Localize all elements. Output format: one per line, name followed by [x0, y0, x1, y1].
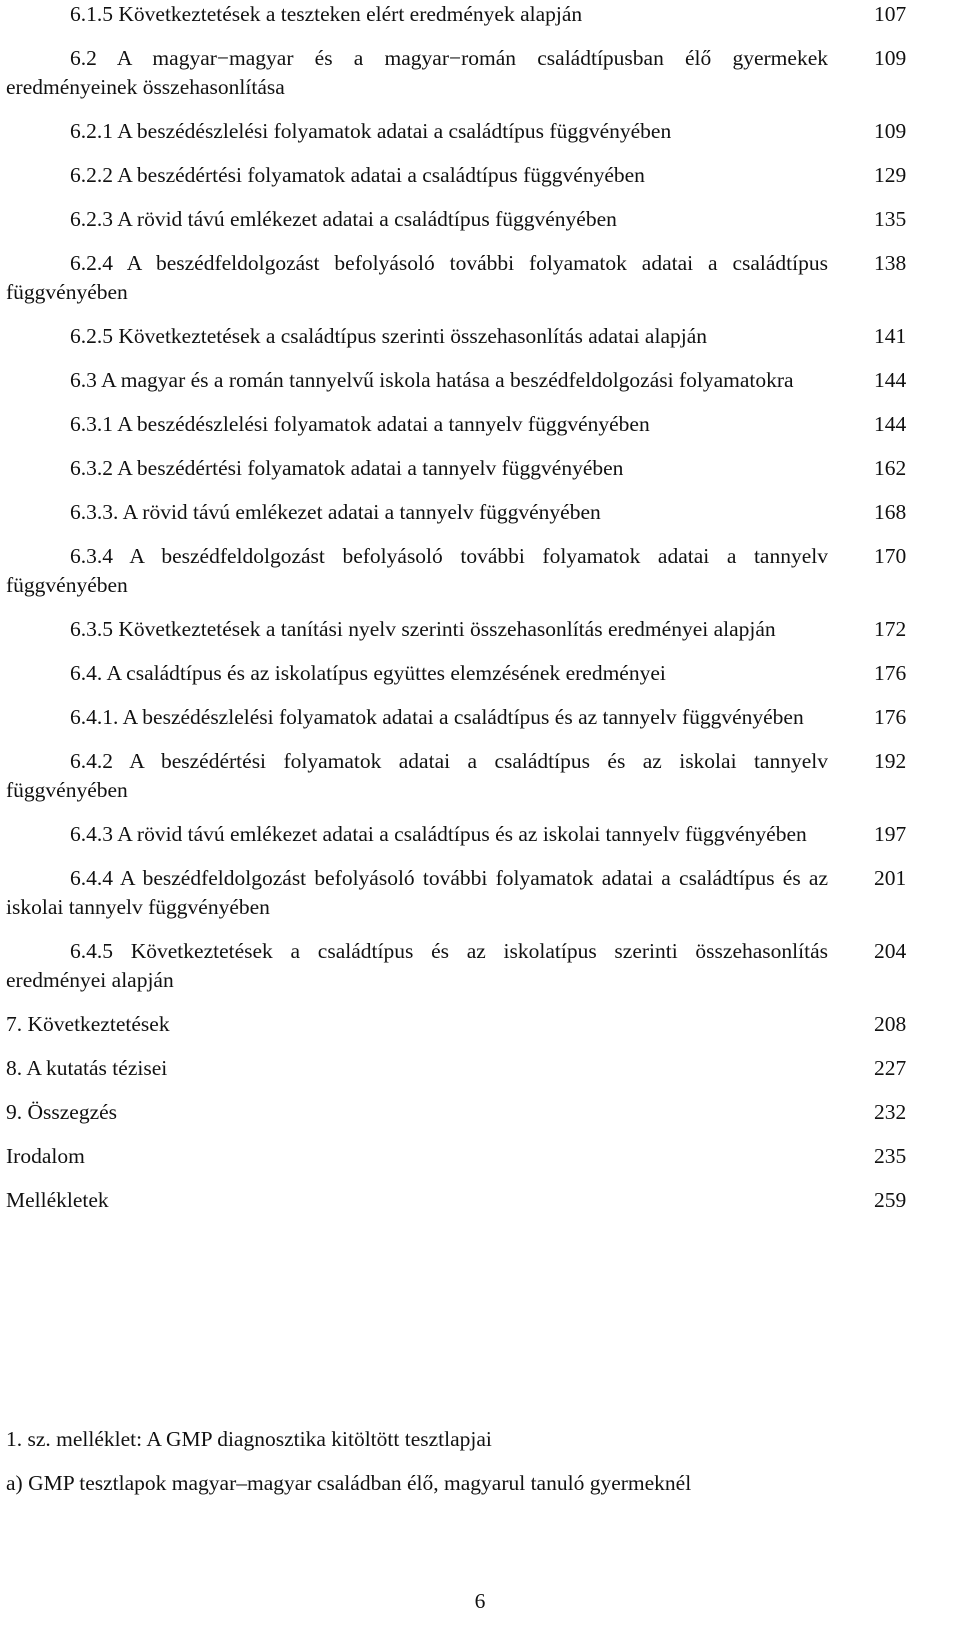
- toc-entry-title: 6.2 A magyar−magyar és a magyar−román családtípusban élő gyermekek eredményeinek összehasonlítása: [6, 46, 828, 99]
- toc-entry: [6, 703, 960, 732]
- toc-entry: [6, 1142, 960, 1171]
- toc-entry-page: 109: [874, 119, 907, 143]
- toc-entry: [6, 937, 960, 995]
- toc-entry-page: 170: [874, 544, 907, 568]
- toc-entry: [6, 1054, 960, 1083]
- toc-entry: [6, 864, 960, 922]
- toc-entry-title: 6.2.4 A beszédfeldolgozást befolyásoló további folyamatok adatai a családtípus függvényében: [6, 251, 828, 304]
- appendix-heading: 1. sz. melléklet: A GMP diagnosztika kitöltött tesztlapjai: [6, 1427, 492, 1451]
- toc-entry-title: 6.4.2 A beszédértési folyamatok adatai a családtípus és az iskolai tannyelv függvényében: [6, 749, 828, 802]
- toc-entry-page: 144: [874, 412, 907, 436]
- toc-entry-title: 6.2.5 Következtetések a családtípus szerinti összehasonlítás adatai alapján: [70, 324, 708, 348]
- appendix-subheading: a) GMP tesztlapok magyar–magyar családban élő, magyarul tanuló gyermeknél: [6, 1471, 692, 1495]
- toc-entry-page: 235: [874, 1144, 907, 1168]
- toc-entry-page: 176: [874, 705, 907, 729]
- toc-entry-page: 109: [874, 46, 907, 70]
- toc-entry-page: 162: [874, 456, 907, 480]
- toc-entry-page: 232: [874, 1100, 907, 1124]
- toc-entry: [6, 322, 960, 351]
- toc-entry-page: 144: [874, 368, 907, 392]
- toc-entry: [6, 205, 960, 234]
- toc-entry: [6, 1098, 960, 1127]
- toc-entry: [6, 498, 960, 527]
- toc-entry: [6, 1010, 960, 1039]
- toc-entry-title: 6.2.3 A rövid távú emlékezet adatai a családtípus függvényében: [70, 207, 617, 231]
- toc-entry: [6, 117, 960, 146]
- toc-entry-title: 6.2.1 A beszédészlelési folyamatok adatai a családtípus függvényében: [70, 119, 672, 143]
- toc-entry-page: 204: [874, 939, 907, 963]
- toc-entry: [6, 249, 960, 307]
- appendix-section: [6, 1425, 691, 1513]
- toc-entry: [6, 44, 960, 102]
- toc-entry-page: 201: [874, 866, 907, 890]
- toc-entry-title: 6.3.3. A rövid távú emlékezet adatai a tannyelv függvényében: [70, 500, 601, 524]
- toc-entry-page: 259: [874, 1188, 907, 1212]
- toc-entry: [6, 0, 960, 29]
- toc-entry: [6, 615, 960, 644]
- toc-entry: [6, 454, 960, 483]
- toc-entry-page: 168: [874, 500, 907, 524]
- toc-entry-page: 208: [874, 1012, 907, 1036]
- toc-entry-page: 135: [874, 207, 907, 231]
- toc-entry-title: 6.4. A családtípus és az iskolatípus együttes elemzésének eredményei: [70, 661, 666, 685]
- toc-entry-title: 6.3.5 Következtetések a tanítási nyelv szerinti összehasonlítás eredményei alapján: [70, 617, 776, 641]
- toc-entry-page: 176: [874, 661, 907, 685]
- toc-entry-page: 138: [874, 251, 907, 275]
- toc-entry-page: 197: [874, 822, 907, 846]
- toc-entry-title: 6.3.4 A beszédfeldolgozást befolyásoló további folyamatok adatai a tannyelv függvényében: [6, 544, 828, 597]
- toc-entry-page: 172: [874, 617, 907, 641]
- toc-entry-page: 192: [874, 749, 907, 773]
- toc-entry-title: 6.3.1 A beszédészlelési folyamatok adatai a tannyelv függvényében: [70, 412, 650, 436]
- toc-entry-page: 129: [874, 163, 907, 187]
- toc-entry: [6, 161, 960, 190]
- toc-entry-title: 6.4.3 A rövid távú emlékezet adatai a családtípus és az iskolai tannyelv függvényében: [70, 822, 807, 846]
- toc-entry-page: 107: [874, 2, 907, 26]
- toc-entry-title: 7. Következtetések: [6, 1012, 170, 1036]
- page-number: 6: [474, 1589, 486, 1613]
- toc-entry-title: 8. A kutatás tézisei: [6, 1056, 168, 1080]
- toc-entry: [6, 747, 960, 805]
- toc-entry-title: 6.2.2 A beszédértési folyamatok adatai a családtípus függvényében: [70, 163, 645, 187]
- toc-entry-title: 6.1.5 Következtetések a teszteken elért eredmények alapján: [70, 2, 583, 26]
- toc-entry: [6, 820, 960, 849]
- toc-entry-title: 9. Összegzés: [6, 1100, 118, 1124]
- toc-entry: [6, 1186, 960, 1215]
- toc-entry-title: 6.3 A magyar és a román tannyelvű iskola hatása a beszédfeldolgozási folyamatokra: [70, 368, 794, 392]
- toc-entry: [6, 542, 960, 600]
- toc-entry-title: Mellékletek: [6, 1188, 109, 1212]
- toc-entry: [6, 366, 960, 395]
- toc-entry-title: 6.3.2 A beszédértési folyamatok adatai a tannyelv függvényében: [70, 456, 624, 480]
- toc-entry-title: 6.4.5 Következtetések a családtípus és az iskolatípus szerinti összehasonlítás eredményei alapján: [6, 939, 828, 992]
- toc-entry-page: 141: [874, 324, 907, 348]
- toc-entry-title: 6.4.4 A beszédfeldolgozást befolyásoló további folyamatok adatai a családtípus és az iskolai tannyelv függvényében: [6, 866, 828, 919]
- toc-entry-title: Irodalom: [6, 1144, 85, 1168]
- toc-entry-page: 227: [874, 1056, 907, 1080]
- toc-entry: [6, 410, 960, 439]
- toc-entry: [6, 659, 960, 688]
- table-of-contents: [6, 0, 960, 1230]
- toc-entry-title: 6.4.1. A beszédészlelési folyamatok adatai a családtípus és az tannyelv függvényében: [70, 705, 804, 729]
